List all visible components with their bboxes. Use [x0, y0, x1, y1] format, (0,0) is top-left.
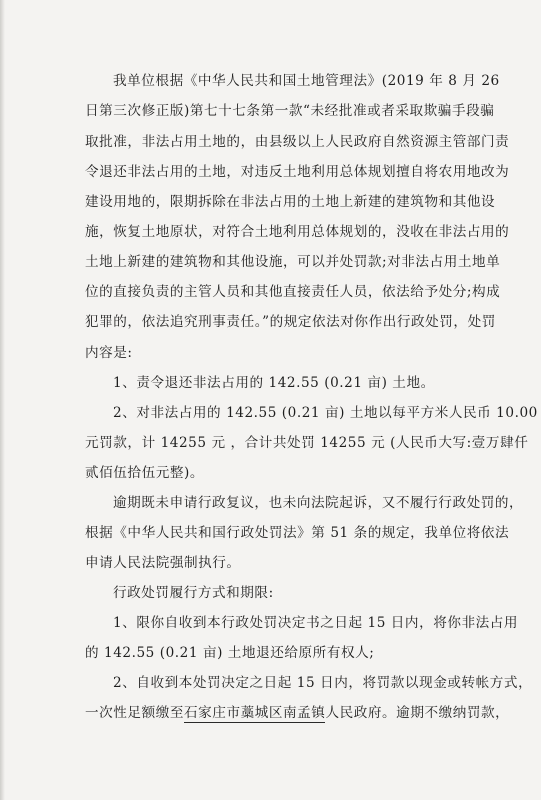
legal-basis-line: 令退还非法占用的土地，对违反土地利用总体规划擅自将农用地改为 [85, 164, 510, 180]
enforcement-notice-line: 申请人民法院强制执行。 [85, 555, 241, 571]
enforcement-notice-line: 根据《中华人民共和国行政处罚法》第 51 条的规定，我单位将依法 [85, 525, 510, 541]
payment-location-underlined: 石家庄市藁城区南孟镇 [184, 705, 326, 721]
payment-text-before: 一次性足额缴至 [85, 705, 185, 721]
legal-basis-line: 取批准，非法占用土地的，由县级以上人民政府自然资源主管部门责 [85, 134, 510, 150]
legal-basis-line: 位的直接负责的主管人员和其他直接责任人员，依法给予处分;构成 [85, 284, 501, 300]
penalty-item-2-line: 贰佰伍拾伍元整)。 [85, 465, 205, 481]
execution-item-2-line: 2、自收到本处罚决定之日起 15 日内，将罚款以现金或转帐方式， [113, 675, 533, 691]
legal-basis-line: 我单位根据《中华人民共和国土地管理法》(2019 年 8 月 26 [113, 73, 500, 89]
execution-item-1-line: 的 142.55 (0.21 亩) 土地退还给原所有权人; [85, 645, 375, 661]
legal-basis-line: 施，恢复土地原状，对符合土地利用总体规划的，没收在非法占用的 [85, 224, 510, 240]
scan-edge-shadow [0, 0, 5, 800]
enforcement-notice-line: 逾期既未申请行政复议，也未向法院起诉，又不履行行政处罚的， [113, 495, 524, 511]
execution-item-1-line: 1、限你自收到本行政处罚决定书之日起 15 日内，将你非法占用 [113, 615, 519, 631]
legal-basis-line: 日第三次修正版)第七十七条第一款“未经批准或者采取欺骗手段骗 [85, 103, 495, 119]
legal-basis-line: 建设用地的，限期拆除在非法占用的土地上新建的建筑物和其他设 [85, 194, 496, 210]
payment-text-after: 人民政府。逾期不缴纳罚款， [325, 705, 510, 721]
legal-basis-line: 犯罪的，依法追究刑事责任。”的规定依法对你作出行政处罚，处罚 [85, 314, 496, 330]
execution-item-2-line [85, 703, 510, 723]
legal-basis-line: 内容是: [85, 345, 133, 361]
execution-heading: 行政处罚履行方式和期限: [113, 585, 274, 601]
penalty-item-2-line: 2、对非法占用的 142.55 (0.21 亩) 土地以每平方米人民币 10.00 [113, 405, 538, 421]
legal-basis-line: 土地上新建的建筑物和其他设施，可以并处罚款;对非法占用土地单 [85, 254, 501, 270]
penalty-item-1: 1、责令退还非法占用的 142.55 (0.21 亩) 土地。 [113, 375, 435, 391]
penalty-item-2-line: 元罚款，计 14255 元 ，合计共处罚 14255 元 (人民币大写:壹万肆仟 [85, 435, 529, 451]
